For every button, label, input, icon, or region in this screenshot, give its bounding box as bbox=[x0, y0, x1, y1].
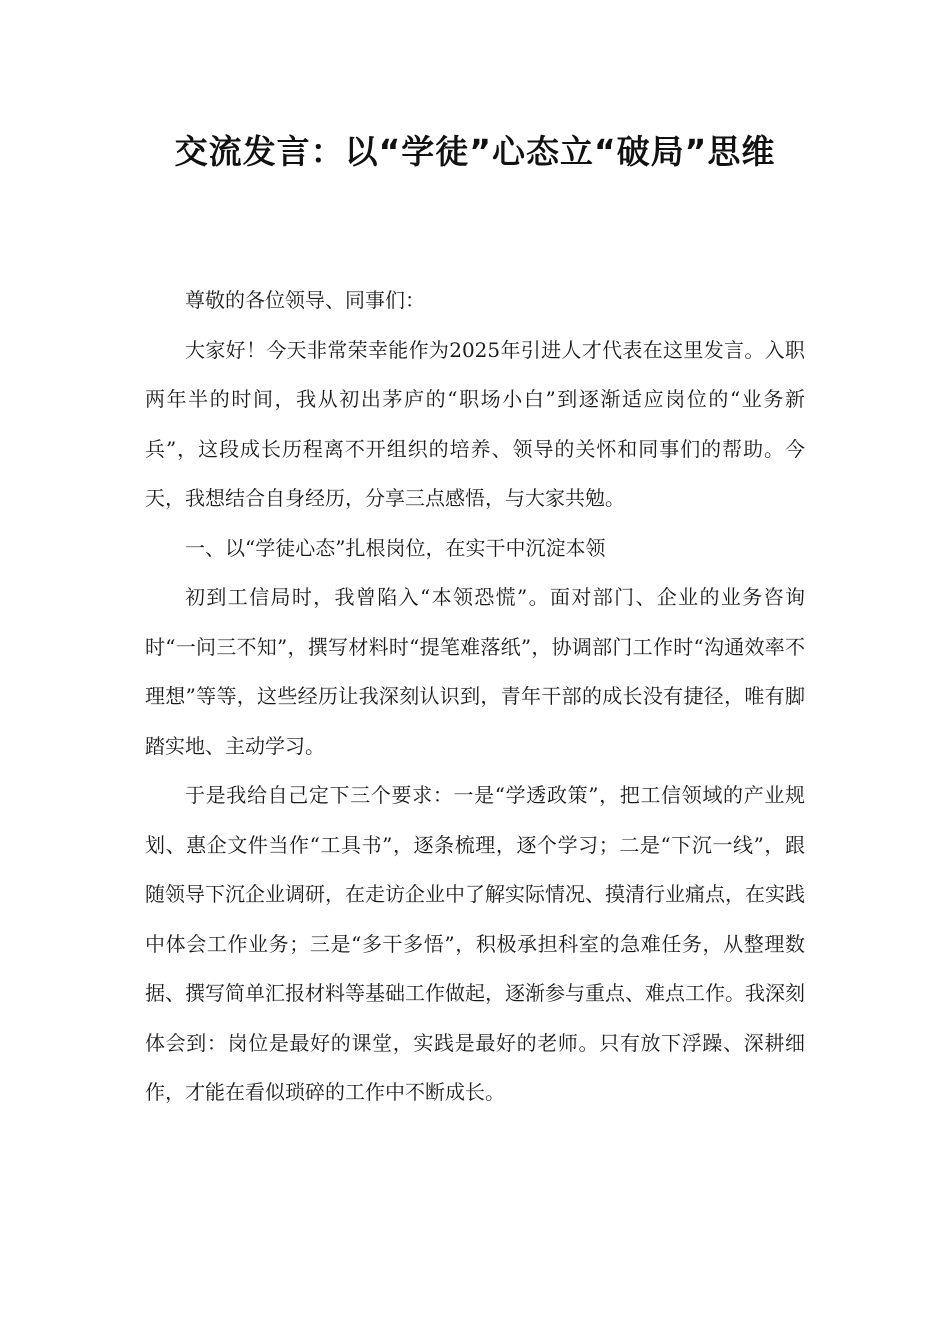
opening-paragraph: 大家好！今天非常荣幸能作为2025年引进人才代表在这里发言。入职两年半的时间，我从初出茅庐的“职场小白”到逐渐适应岗位的“业务新兵”，这段成长历程离不开组织的培养、领导的关怀和同事们的帮助。今天，我想结合自身经历，分享三点感悟，与大家共勉。 bbox=[145, 337, 805, 510]
document-title: 交流发言：以“学徒”心态立“破局”思维 bbox=[174, 132, 776, 171]
body-paragraph: 初到工信局时，我曾陷入“本领恐慌”。面对部门、企业的业务咨询时“一问三不知”，撰写材料时“提笔难落纸”，协调部门工作时“沟通效率不理想”等等，这些经历让我深刻认识到，青年干部的成长没有捷径，唯有脚踏实地、主动学习。 bbox=[145, 585, 805, 758]
salutation-paragraph: 尊敬的各位领导、同事们： bbox=[185, 288, 425, 312]
body-paragraph: 于是我给自己定下三个要求：一是“学透政策”，把工信领域的产业规划、惠企文件当作“工具书”，逐条梳理，逐个学习；二是“下沉一线”，跟随领导下沉企业调研，在走访企业中了解实际情况、摸清行业痛点，在实践中体会工作业务；三是“多干多悟”，积极承担科室的急难任务，从整理数据、撰写简单汇报材料等基础工作做起，逐渐参与重点、难点工作。我深刻体会到：岗位是最好的课堂，实践是最好的老师。只有放下浮躁、深耕细作，才能在看似琐碎的工作中不断成长。 bbox=[145, 783, 805, 1104]
section-heading-1: 一、以“学徒心态”扎根岗位，在实干中沉淀本领 bbox=[185, 535, 606, 560]
document-body bbox=[145, 276, 805, 1118]
